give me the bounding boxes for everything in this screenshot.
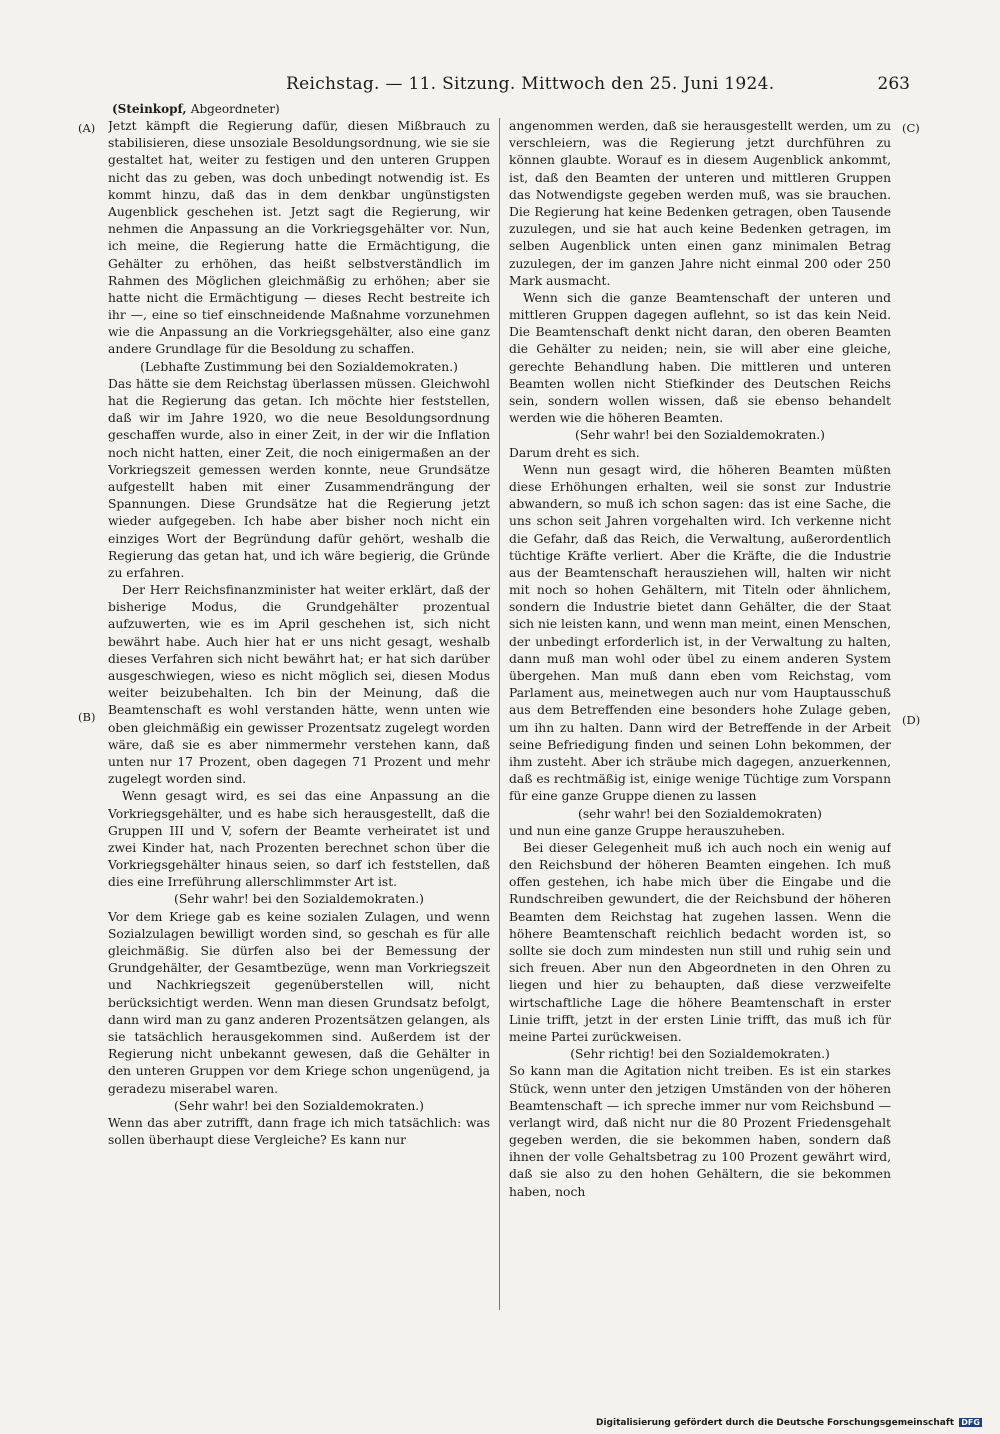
left-column: [108, 118, 490, 1310]
speaker-role: Abgeordneter): [190, 102, 280, 116]
running-title: Reichstag. — 11. Sitzung. Mittwoch den 25. Juni 1924.: [286, 74, 775, 94]
margin-mark-a: (A): [78, 121, 96, 135]
paragraph: angenommen werden, daß sie herausgestellt werden, um zu verschleiern, was die Regierung jetzt durchführen zu können glaubte. Worauf es in diesem Augenblick ankommt, ist, daß den Beamten der unteren und mittleren Gruppen das Notwendigste gegeben werden muß, was sie brauchen. Die Regierung hat keine Bedenken getragen, oben Tausende zuzulegen, und sie hat auch keine Bedenken getragen, im selben Augenblick unten einen ganz minimalen Betrag zuzulegen, der im ganzen Jahre nicht einmal 200 oder 250 Mark ausmacht.: [509, 119, 891, 288]
paragraph: Wenn nun gesagt wird, die höheren Beamten müßten diese Erhöhungen erhalten, weil sie sonst zur Industrie abwandern, so muß ich schon sagen: das ist eine Sache, die uns schon seit Jahren vorgehalten wird. Ich verkenne nicht die Gefahr, daß das Reich, die Verwaltung, außerordentlich tüchtige Kräfte verliert. Aber die Kräfte, die die Industrie aus der Beamtenschaft herausziehen will, halten wir nicht mit noch so hohen Gehältern, mit Titeln oder ähnlichem, sondern die Industrie bietet dann Gehälter, die der Staat sich nie leisten kann, und wenn man meint, einen Menschen, der unbedingt erforderlich ist, in der Verwaltung zu halten, dann muß man wohl oder übel zu einem anderen System übergehen. Man muß dann eben vom Reichstag, vom Parlament aus, meinetwegen auch nur vom Hauptausschuß aus dem Betreffenden eine besonders hohe Zulage geben, um ihn zu halten. Dann wird der Betreffende in der Arbeit seine Befriedigung finden und seinen Lohn bekommen, der ihm zusteht. Aber ich sträube mich dagegen, anzuerkennen, daß es rechtmäßig ist, einige wenige Tüchtige zum Vorspann für eine ganze Gruppe dienen zu lassen: [509, 462, 891, 804]
reaction-note: (sehr wahr! bei den Sozialdemokraten): [578, 806, 822, 821]
speaker-name: (Steinkopf,: [112, 102, 187, 116]
paragraph: und nun eine ganze Gruppe herauszuheben.: [509, 823, 786, 838]
paragraph: Wenn gesagt wird, es sei das eine Anpassung an die Vorkriegsgehälter, und es habe sich herausgestellt, daß die Gruppen III und V, sofern der Beamte verheiratet ist und zwei Kinder hat, nach Prozenten berechnet schon über die Vorkriegsgehälter hinaus seien, so darf ich feststellen, daß dies eine Irreführung allerschlimmster Art ist.: [108, 789, 490, 890]
speaker-heading: [112, 102, 280, 116]
footer-text: Digitalisierung gefördert durch die Deutsche Forschungsgemeinschaft: [596, 1418, 955, 1428]
column-divider: [499, 118, 500, 1310]
right-column: [509, 118, 891, 1310]
paragraph: Das hätte sie dem Reichstag überlassen müssen. Gleichwohl hat die Regierung das getan. Ich möchte hier feststellen, daß wir im Jahre 1920, wo die neue Besoldungsordnung geschaffen wurde, also in einer Zeit, in der wir die Inflation noch nicht hatten, einer Zeit, die noch einigermaßen an der Vorkriegszeit gemessen werden konnte, neue Grundsätze aufgestellt haben mit einer Zusammendrängung der Spannungen. Diese Grundsätze hat die Regierung jetzt wieder aufgegeben. Ich habe aber bisher noch nicht ein einziges Wort der Begründung dafür gehört, weshalb die Regierung das getan hat, und ich wäre begierig, die Gründe zu erfahren.: [108, 376, 490, 580]
paragraph: Der Herr Reichsfinanzminister hat weiter erklärt, daß der bisherige Modus, die Grundgehälter prozentual aufzuwerten, wie es im April geschehen ist, sich nicht bewährt habe. Auch hier hat er uns nicht gesagt, weshalb dieses Verfahren sich nicht bewährt hat; er hat sich darüber ausgeschwiegen, wieso es nicht möglich sei, diesen Modus weiter beizubehalten. Ich bin der Meinung, daß die Beamtenschaft es wohl verstanden hätte, wenn unten wie oben gleichmäßig ein gewisser Prozentsatz zugelegt worden wäre, daß sie es aber nimmermehr verstehen kann, daß unten nur 17 Prozent, oben dagegen 71 Prozent und mehr zugelegt worden sind.: [108, 583, 490, 787]
margin-mark-b: (B): [78, 710, 96, 724]
reaction-note: (Sehr wahr! bei den Sozialdemokraten.): [174, 1098, 424, 1113]
margin-mark-d: (D): [902, 713, 921, 727]
page-header: [90, 74, 910, 100]
reaction-note: (Sehr richtig! bei den Sozialdemokraten.): [570, 1047, 830, 1062]
page-number: 263: [877, 74, 910, 94]
margin-mark-c: (C): [902, 121, 920, 135]
paragraph: Wenn sich die ganze Beamtenschaft der unteren und mittleren Gruppen dagegen auflehnt, so ist das kein Neid. Die Beamtenschaft denkt nicht daran, den oberen Beamten die Gehälter zu neiden; nein, sie will aber eine gleiche, gerechte Behandlung haben. Die mittleren und unteren Beamten wollen nicht Stiefkinder des Deutschen Reichs sein, sondern wollen wissen, daß sie ebenso behandelt werden wie die höheren Beamten.: [509, 290, 891, 426]
reaction-note: (Sehr wahr! bei den Sozialdemokraten.): [174, 892, 424, 907]
paragraph: Darum dreht es sich.: [509, 445, 640, 460]
paragraph: Wenn das aber zutrifft, dann frage ich mich tatsächlich: was sollen überhaupt diese Vergleiche? Es kann nur: [108, 1115, 490, 1148]
dfg-logo: DFG: [961, 1418, 980, 1427]
digitization-footer: [596, 1418, 982, 1428]
paragraph: Jetzt kämpft die Regierung dafür, diesen Mißbrauch zu stabilisieren, diese unsoziale Besoldungsordnung, wie sie sie gestaltet hat, weiter zu festigen und den unteren Gruppen nicht das zu geben, was doch unbedingt notwendig ist. Es kommt hinzu, daß das in dem denkbar ungünstigsten Augenblick geschehen ist. Jetzt sagt die Regierung, wir nehmen die Anpassung an die Vorkriegsgehälter vor. Nun, ich meine, die Regierung hatte die Ermächtigung, die Gehälter zu erhöhen, das heißt selbstverständlich im Rahmen des Möglichen gleichmäßig zu erhöhen; aber sie hatte nicht die Ermächtigung — dieses Recht bestreite ich ihr —, eine so tief einschneidende Maßnahme vorzunehmen wie die Anpassung an die Vorkriegsgehälter, also eine ganz andere Grundlage für die Besoldung zu schaffen.: [108, 119, 490, 357]
paragraph: So kann man die Agitation nicht treiben. Es ist ein starkes Stück, wenn unter den jetzigen Umständen von der höheren Beamtenschaft — ich spreche immer nur vom Reichsbund — verlangt wird, daß nicht nur die 80 Prozent Friedensgehalt gegeben werden, die sie bekommen haben, sondern daß ihnen der volle Gehaltsbetrag zu 100 Prozent gewährt wird, daß sie also zu den hohen Gehältern, die sie bekommen haben, noch: [509, 1064, 891, 1199]
paragraph: Bei dieser Gelegenheit muß ich auch noch ein wenig auf den Reichsbund der höheren Beamten eingehen. Ich muß offen gestehen, ich habe mich über die Eingabe und die Rundschreiben gewundert, die der Reichsbund der höheren Beamten dem Reichstag hat zugehen lassen. Wenn die höhere Beamtenschaft reichlich bedacht worden ist, so sollte sie doch zum mindesten nun still und ruhig sein und sich freuen. Aber nun den Abgeordneten in den Ohren zu liegen und hier zu behaupten, daß diese verzweifelte wirtschaftliche Lage die höhere Beamtenschaft in erster Linie trifft, jetzt in der ersten Linie trifft, das muß ich für meine Partei zurückweisen.: [509, 840, 891, 1044]
reaction-note: (Lebhafte Zustimmung bei den Sozialdemokraten.): [140, 359, 458, 374]
reaction-note: (Sehr wahr! bei den Sozialdemokraten.): [575, 428, 825, 443]
paragraph: Vor dem Kriege gab es keine sozialen Zulagen, und wenn Sozialzulagen bewilligt worden sind, so geschah es für alle gleichmäßig. Sie dürfen also bei der Bemessung der Grundgehälter, der Gesamtbezüge, wenn man Vorkriegszeit und Nachkriegszeit gegenüberstellen will, nicht berücksichtigt werden. Wenn man diesen Grundsatz befolgt, dann wird man zu ganz anderen Prozentsätzen gelangen, als sie tatsächlich herausgekommen sind. Außerdem ist der Regierung nicht unbekannt gewesen, daß die Gehälter in den unteren Gruppen vor dem Kriege schon ungenügend, ja geradezu miserabel waren.: [108, 909, 490, 1096]
